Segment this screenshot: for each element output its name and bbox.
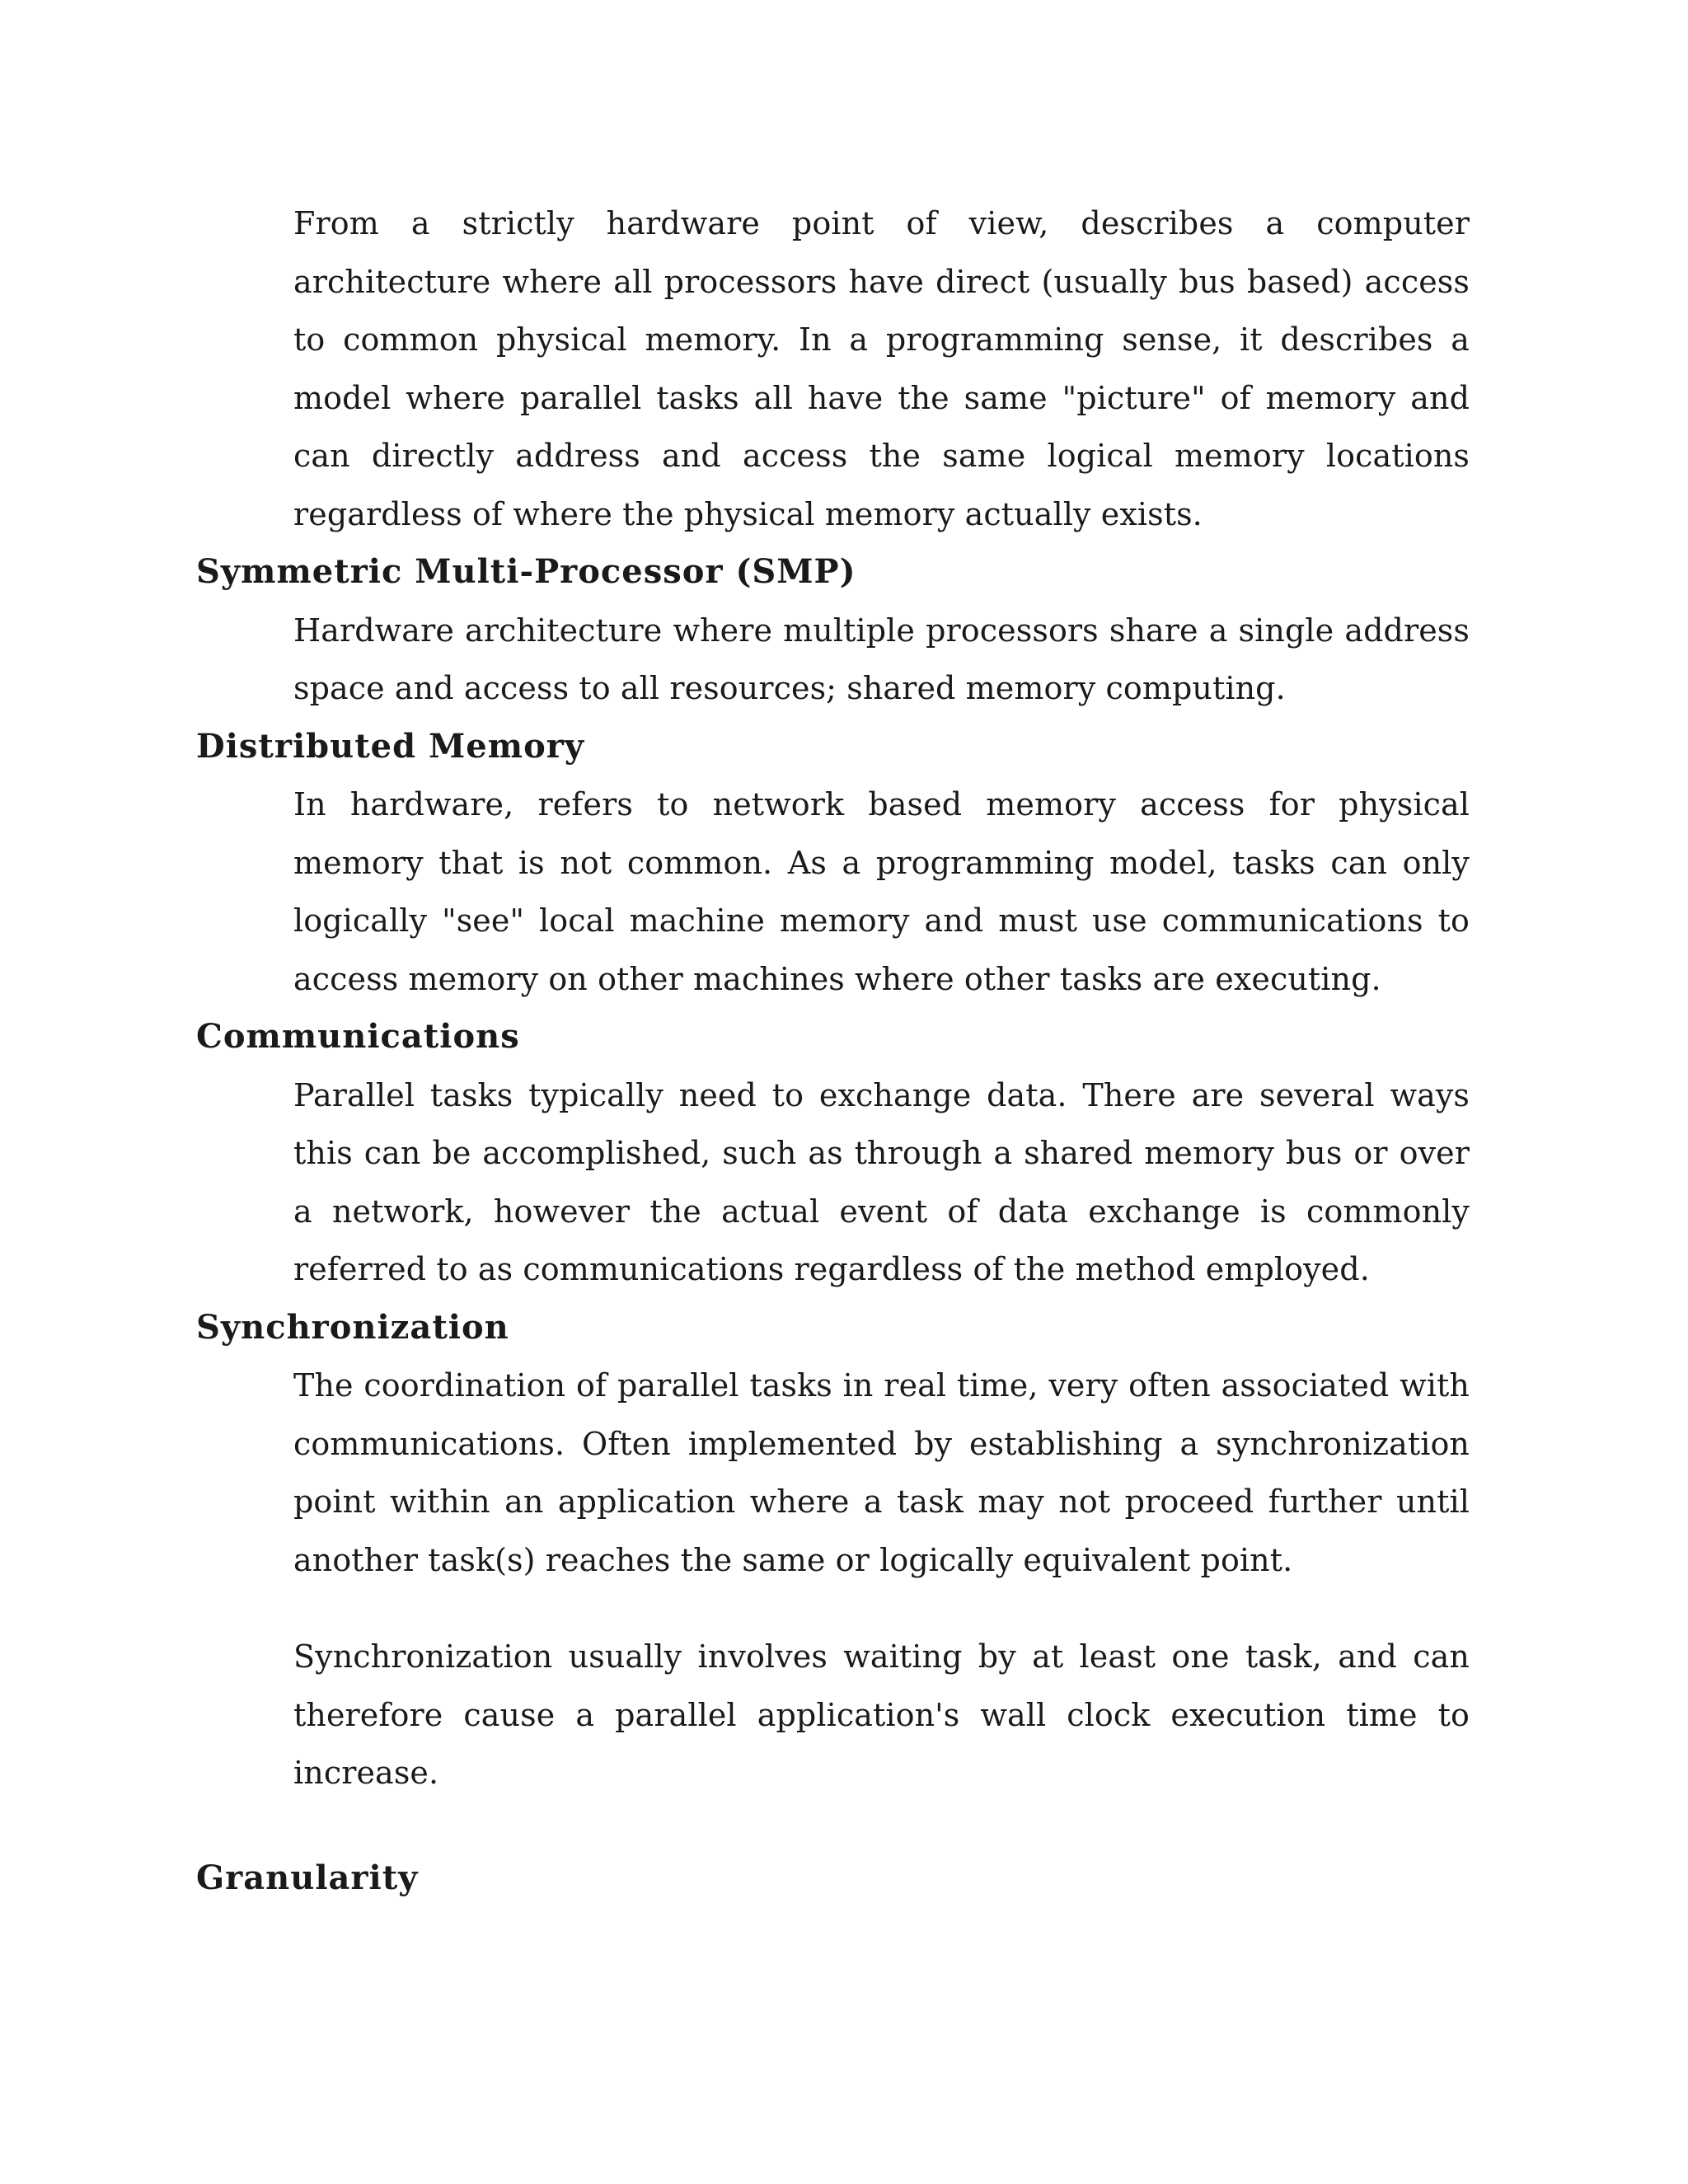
granularity-heading: Granularity: [196, 1858, 419, 1897]
distributed-memory-definition: In hardware, refers to network based memory access for physical memory that is not common. As a programming model, tasks can only logically "see" local machine memory and must use communications to access memory on other machines where other tasks are executing.: [293, 786, 1470, 997]
smp-definition: Hardware architecture where multiple processors share a single address space and access to all resources; shared memory computing.: [293, 612, 1470, 706]
shared-memory-definition: From a strictly hardware point of view, describes a computer architecture where all processors have direct (usually bus based) access to common physical memory. In a programming sense, it describes a model where parallel tasks all have the same "picture" of memory and can directly address and access the same logical memory locations regardless of where the physical memory actually exists.: [293, 205, 1470, 532]
distributed-memory-heading: Distributed Memory: [196, 726, 585, 766]
communications-heading: Communications: [196, 1017, 520, 1056]
smp-heading: Symmetric Multi-Processor (SMP): [196, 552, 856, 591]
synchronization-note: Synchronization usually involves waiting by at least one task, and can therefore cause a parallel application's wall clock execution time to increase.: [293, 1638, 1470, 1791]
synchronization-heading: Synchronization: [196, 1307, 509, 1347]
document-content: [196, 194, 1470, 1907]
communications-definition: Parallel tasks typically need to exchange data. There are several ways this can be accomplished, such as through a shared memory bus or over a network, however the actual event of data exchange is commonly referred to as communications regardless of the method employed.: [293, 1076, 1470, 1287]
synchronization-definition: The coordination of parallel tasks in real time, very often associated with communications. Often implemented by establishing a synchronization point within an application where a task may not proceed further until another task(s) reaches the same or logically equivalent point.: [293, 1367, 1470, 1578]
